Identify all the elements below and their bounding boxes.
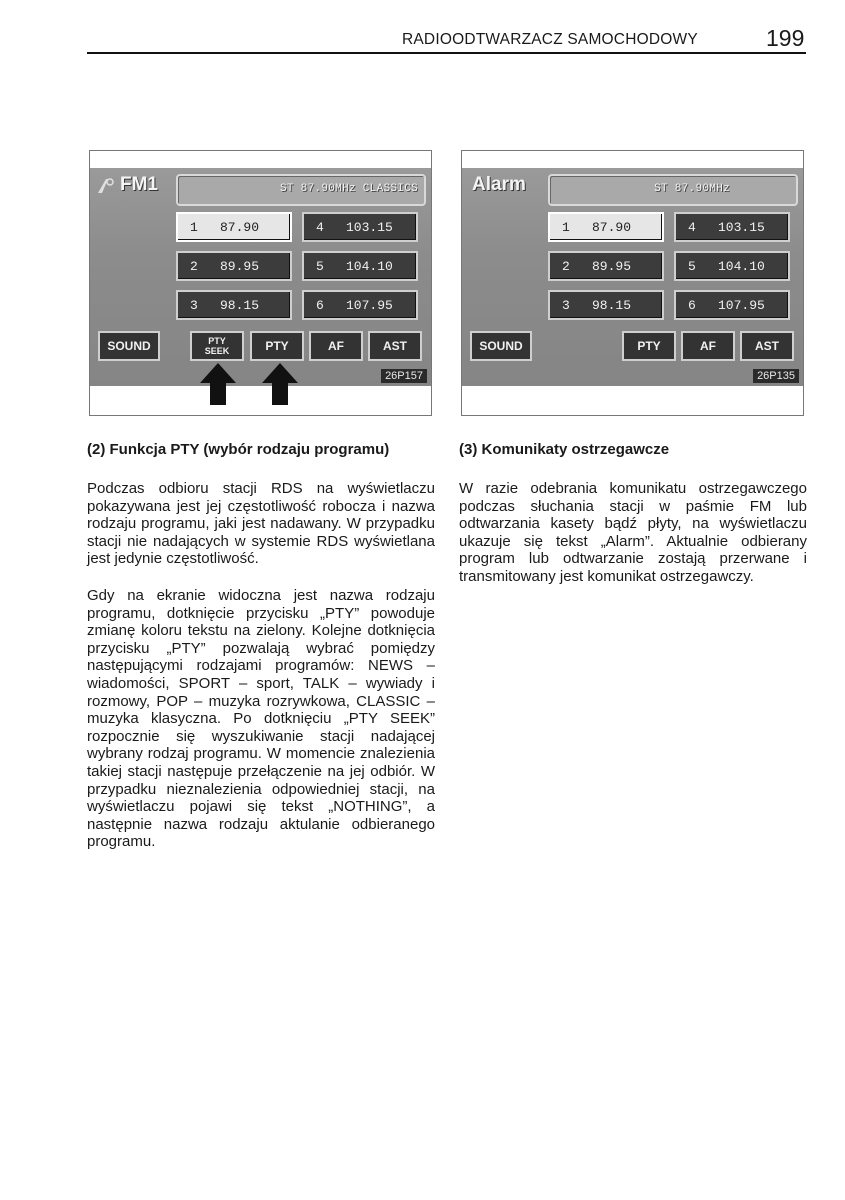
arrow-up-icon <box>198 361 238 407</box>
pty-button[interactable]: PTY <box>250 331 304 361</box>
source-label: FM1 <box>120 174 158 195</box>
preset-button-3[interactable] <box>176 290 292 320</box>
preset-frequency: 104.10 <box>346 259 393 274</box>
preset-button-1[interactable] <box>176 212 292 242</box>
info-bar <box>176 174 426 206</box>
section-3-title: (3) Komunikaty ostrzegawcze <box>459 441 670 458</box>
section-3-paragraph-1: W razie odebrania komunikatu ostrzegawczego podczas słuchania stacji w paśmie FM lub odtwarzania kasety bądź płyty, na wyświetlaczu ukazuje się tekst „Alarm”. Aktualnie odbierany program lub odtwarzanie zostają przerwane i transmitowany jest komunikat ostrzegawczy. <box>459 480 807 585</box>
preset-number: 6 <box>316 298 324 313</box>
header-rule <box>87 52 806 54</box>
ast-button[interactable]: AST <box>368 331 422 361</box>
figure-left <box>89 150 432 416</box>
preset-number: 2 <box>562 259 570 274</box>
preset-button-5[interactable] <box>302 251 418 281</box>
info-bar <box>548 174 798 206</box>
preset-number: 4 <box>316 220 324 235</box>
pty-seek-button[interactable] <box>190 331 244 361</box>
preset-frequency: 107.95 <box>718 298 765 313</box>
preset-frequency: 87.90 <box>592 220 632 235</box>
source-label: Alarm <box>472 174 526 195</box>
section-2-title: (2) Funkcja PTY (wybór rodzaju programu) <box>87 441 390 458</box>
preset-button-4[interactable] <box>302 212 418 242</box>
preset-button-4[interactable] <box>674 212 790 242</box>
station-info: ST 87.90MHz CLASSICS <box>279 183 418 195</box>
preset-number: 2 <box>190 259 198 274</box>
radio-screen-left <box>90 168 431 386</box>
preset-button-3[interactable] <box>548 290 664 320</box>
preset-frequency: 98.15 <box>592 298 632 313</box>
sound-button[interactable]: SOUND <box>470 331 532 361</box>
preset-frequency: 98.15 <box>220 298 260 313</box>
ast-button[interactable]: AST <box>740 331 794 361</box>
af-button[interactable]: AF <box>681 331 735 361</box>
preset-number: 1 <box>562 220 570 235</box>
figure-code: 26P135 <box>753 369 799 383</box>
preset-number: 3 <box>190 298 198 313</box>
preset-number: 5 <box>688 259 696 274</box>
preset-button-6[interactable] <box>674 290 790 320</box>
arrow-up-icon <box>260 361 300 407</box>
preset-frequency: 104.10 <box>718 259 765 274</box>
page-number: 199 <box>766 25 805 51</box>
preset-number: 3 <box>562 298 570 313</box>
pty-seek-line1: PTY <box>208 336 226 346</box>
sound-button[interactable]: SOUND <box>98 331 160 361</box>
figure-code: 26P157 <box>381 369 427 383</box>
station-info: ST 87.90MHz <box>654 183 730 195</box>
preset-button-2[interactable] <box>176 251 292 281</box>
preset-frequency: 107.95 <box>346 298 393 313</box>
preset-frequency: 89.95 <box>592 259 632 274</box>
preset-button-2[interactable] <box>548 251 664 281</box>
af-button[interactable]: AF <box>309 331 363 361</box>
preset-number: 4 <box>688 220 696 235</box>
section-2-paragraph-2: Gdy na ekranie widoczna jest nazwa rodzaju programu, dotknięcie przycisku „PTY” powoduje zmianę koloru tekstu na zielony. Kolejne dotknięcia przycisku „PTY” pozwalają wybrać pomiędzy następującymi rodzajami programów: NEWS – wiadomości, SPORT – sport, TALK – wywiady i rozmowy, POP – muzyka rozrywkowa, CLASSIC – muzyka klasyczna. Po dotknięciu „PTY SEEK” rozpocznie się wyszukiwanie stacji nadającej wybrany rodzaj programu. W momencie znalezienia takiej stacji następuje przełączenie na jej odbiór. W przypadku nieznalezienia odpowiedniej stacji, na wyświetlaczu pojawi się tekst „NOTHING”, a następnie nazwa rodzaju aktulanie odbieranego programu. <box>87 587 435 851</box>
preset-frequency: 103.15 <box>346 220 393 235</box>
pty-button[interactable]: PTY <box>622 331 676 361</box>
preset-number: 5 <box>316 259 324 274</box>
preset-button-5[interactable] <box>674 251 790 281</box>
preset-frequency: 89.95 <box>220 259 260 274</box>
preset-frequency: 103.15 <box>718 220 765 235</box>
preset-button-6[interactable] <box>302 290 418 320</box>
section-2-paragraph-1: Podczas odbioru stacji RDS na wyświetlaczu pokazywana jest jej częstotliwość robocza i nazwa rodzaju programu, jaki jest nadawany. W przypadku stacji nie nadających w systemie RDS wyświetlana jest jedynie częstotliwość. <box>87 480 435 568</box>
preset-number: 1 <box>190 220 198 235</box>
pty-seek-line2: SEEK <box>204 346 230 356</box>
radio-screen-right <box>462 168 803 386</box>
preset-button-1[interactable] <box>548 212 664 242</box>
preset-frequency: 87.90 <box>220 220 260 235</box>
figure-right <box>461 150 804 416</box>
running-title: RADIOODTWARZACZ SAMOCHODOWY <box>402 31 698 48</box>
preset-number: 6 <box>688 298 696 313</box>
radio-antenna-icon <box>96 175 118 195</box>
